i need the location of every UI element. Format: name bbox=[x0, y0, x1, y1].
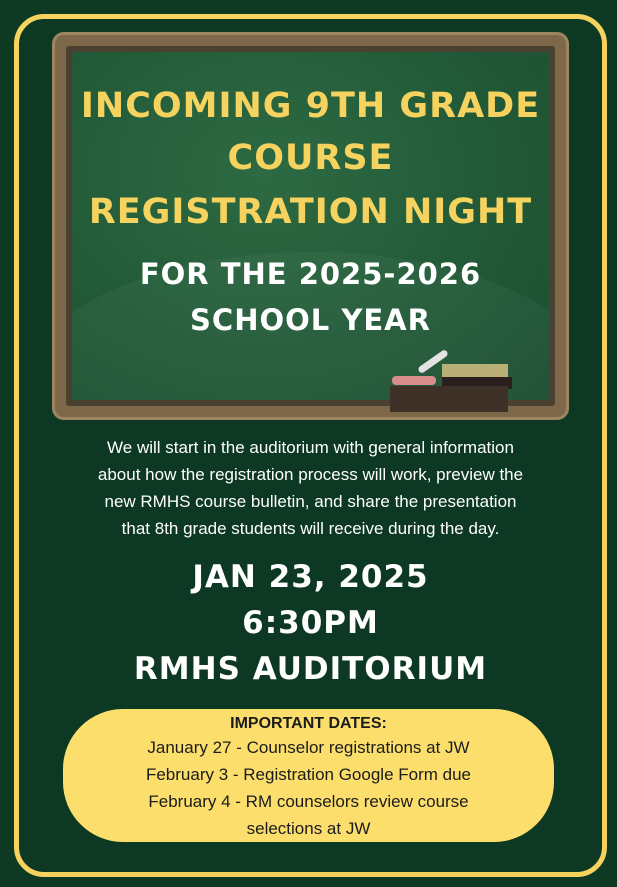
chalk-piece-icon bbox=[392, 376, 436, 385]
subheading-line-1: FOR THE 2025-2026 bbox=[139, 257, 482, 291]
description-line: We will start in the auditorium with general information bbox=[107, 438, 514, 457]
event-time: 6:30PM bbox=[242, 605, 379, 641]
description-line: about how the registration process will work, preview the bbox=[97, 465, 524, 484]
important-dates-box bbox=[63, 709, 554, 842]
list-item: January 27 - Counselor registrations at JW bbox=[147, 738, 470, 757]
event-description bbox=[52, 434, 569, 542]
eraser-icon bbox=[442, 364, 508, 377]
event-location: RMHS AUDITORIUM bbox=[133, 651, 488, 687]
event-date: JAN 23, 2025 bbox=[192, 559, 429, 595]
ledge-block bbox=[390, 386, 508, 412]
list-item: February 3 - Registration Google Form due bbox=[145, 765, 472, 784]
heading-line-3: REGISTRATION NIGHT bbox=[88, 192, 533, 232]
description-line: new RMHS course bulletin, and share the presentation bbox=[104, 492, 517, 511]
list-item: selections at JW bbox=[246, 819, 371, 838]
important-dates-title: IMPORTANT DATES: bbox=[230, 715, 387, 732]
list-item: February 4 - RM counselors review course bbox=[148, 792, 469, 811]
heading-line-1: INCOMING 9TH GRADE bbox=[80, 86, 541, 126]
description-line: that 8th grade students will receive during the day. bbox=[121, 519, 500, 538]
important-dates-list bbox=[63, 734, 554, 842]
subheading-line-2: SCHOOL YEAR bbox=[190, 303, 431, 337]
heading-line-2: COURSE bbox=[227, 138, 394, 178]
